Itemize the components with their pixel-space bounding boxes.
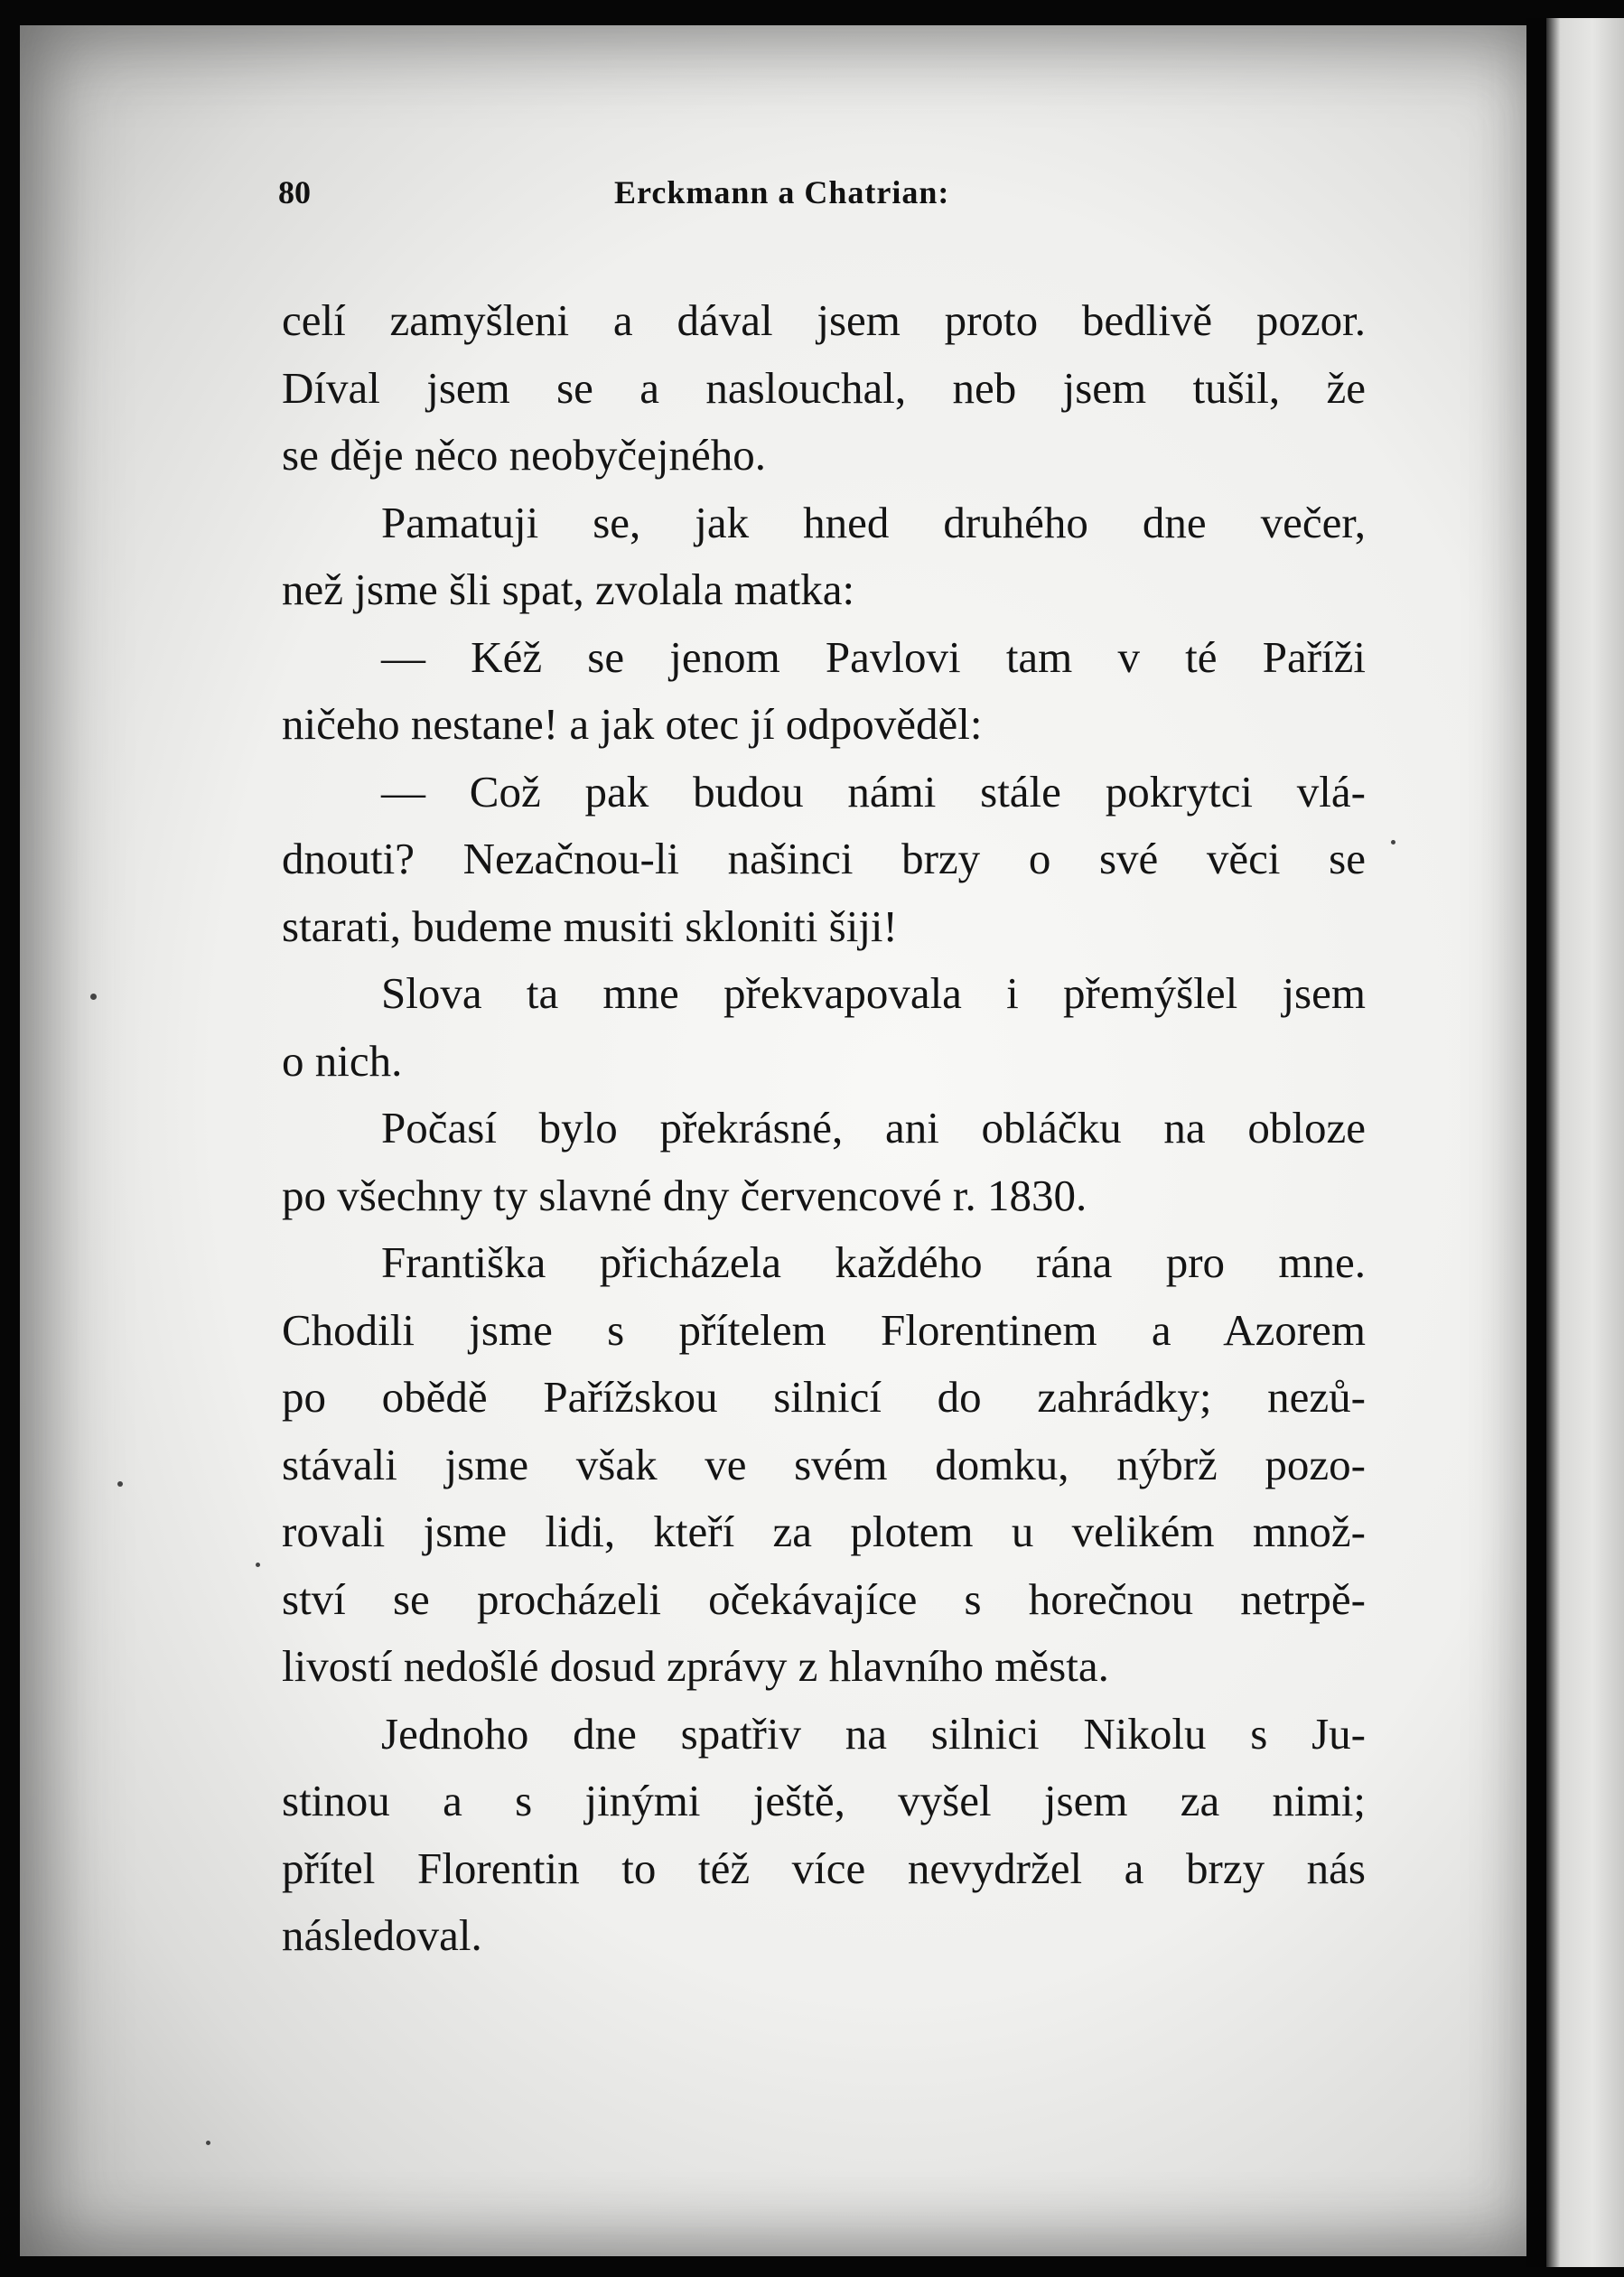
text-line: celí zamyšleni a dával jsem proto bedlivě pozor. (282, 295, 1366, 345)
text-line: Slova ta mne překvapovala i přemýšlel jsem (381, 968, 1366, 1018)
scan-speck (206, 2141, 210, 2145)
text-line: starati, budeme musiti skloniti šiji! (282, 901, 898, 951)
text-line: se děje něco neobyčejného. (282, 430, 767, 480)
running-header (278, 173, 1362, 228)
text-line: Chodili jsme s přítelem Florentinem a Azorem (282, 1304, 1366, 1355)
text-line: livostí nedošlé dosud zprávy z hlavního města. (282, 1641, 1109, 1691)
scan-speck (1391, 840, 1395, 845)
text-line: Počasí bylo překrásné, ani obláčku na obloze (381, 1103, 1366, 1152)
running-title: Erckmann a Chatrian: (614, 174, 950, 210)
text-line: přítel Florentin to též více nevydržel a brzy nás (282, 1843, 1366, 1893)
text-line: Jednoho dne spatřiv na silnici Nikolu s Ju- (381, 1708, 1366, 1759)
text-line: — Což pak budou námi stále pokrytci vlá- (381, 766, 1366, 817)
scan-speck (256, 1563, 260, 1567)
text-line: ství se procházeli očekávajíce s horečnou netrpě- (282, 1573, 1366, 1624)
text-line: — Kéž se jenom Pavlovi tam v té Paříži (381, 631, 1366, 682)
text-line: Františka přicházela každého rána pro mne. (381, 1237, 1366, 1287)
text-line: Díval jsem se a naslouchal, neb jsem tušil, že (282, 362, 1366, 413)
text-line: ničeho nestane! a jak otec jí odpověděl: (282, 699, 983, 749)
text-line: o nich. (282, 1035, 403, 1086)
text-line: než jsme šli spat, zvolala matka: (282, 565, 855, 614)
text-line: rovali jsme lidi, kteří za plotem u velikém množ- (282, 1507, 1366, 1556)
text-line: Pamatuji se, jak hned druhého dne večer, (381, 497, 1366, 547)
page-gutter (1526, 18, 1546, 2267)
scan-speck (117, 1481, 123, 1487)
text-line: dnouti? Nezačnou-li našinci brzy o své věci se (282, 834, 1366, 883)
body-text (282, 287, 1366, 1970)
text-line: stinou a s jinými ještě, vyšel jsem za nimi; (282, 1776, 1366, 1825)
page-number: 80 (278, 174, 311, 210)
next-page-edge (1546, 18, 1624, 2267)
scan-speck (90, 994, 97, 1000)
text-line: následoval. (282, 1910, 482, 1960)
text-line: po všechny ty slavné dny červencové r. 1830. (282, 1170, 1087, 1220)
text-line: po obědě Pařížskou silnicí do zahrádky; nezů- (282, 1372, 1366, 1422)
text-line: stávali jsme však ve svém domku, nýbrž pozo- (282, 1439, 1366, 1489)
